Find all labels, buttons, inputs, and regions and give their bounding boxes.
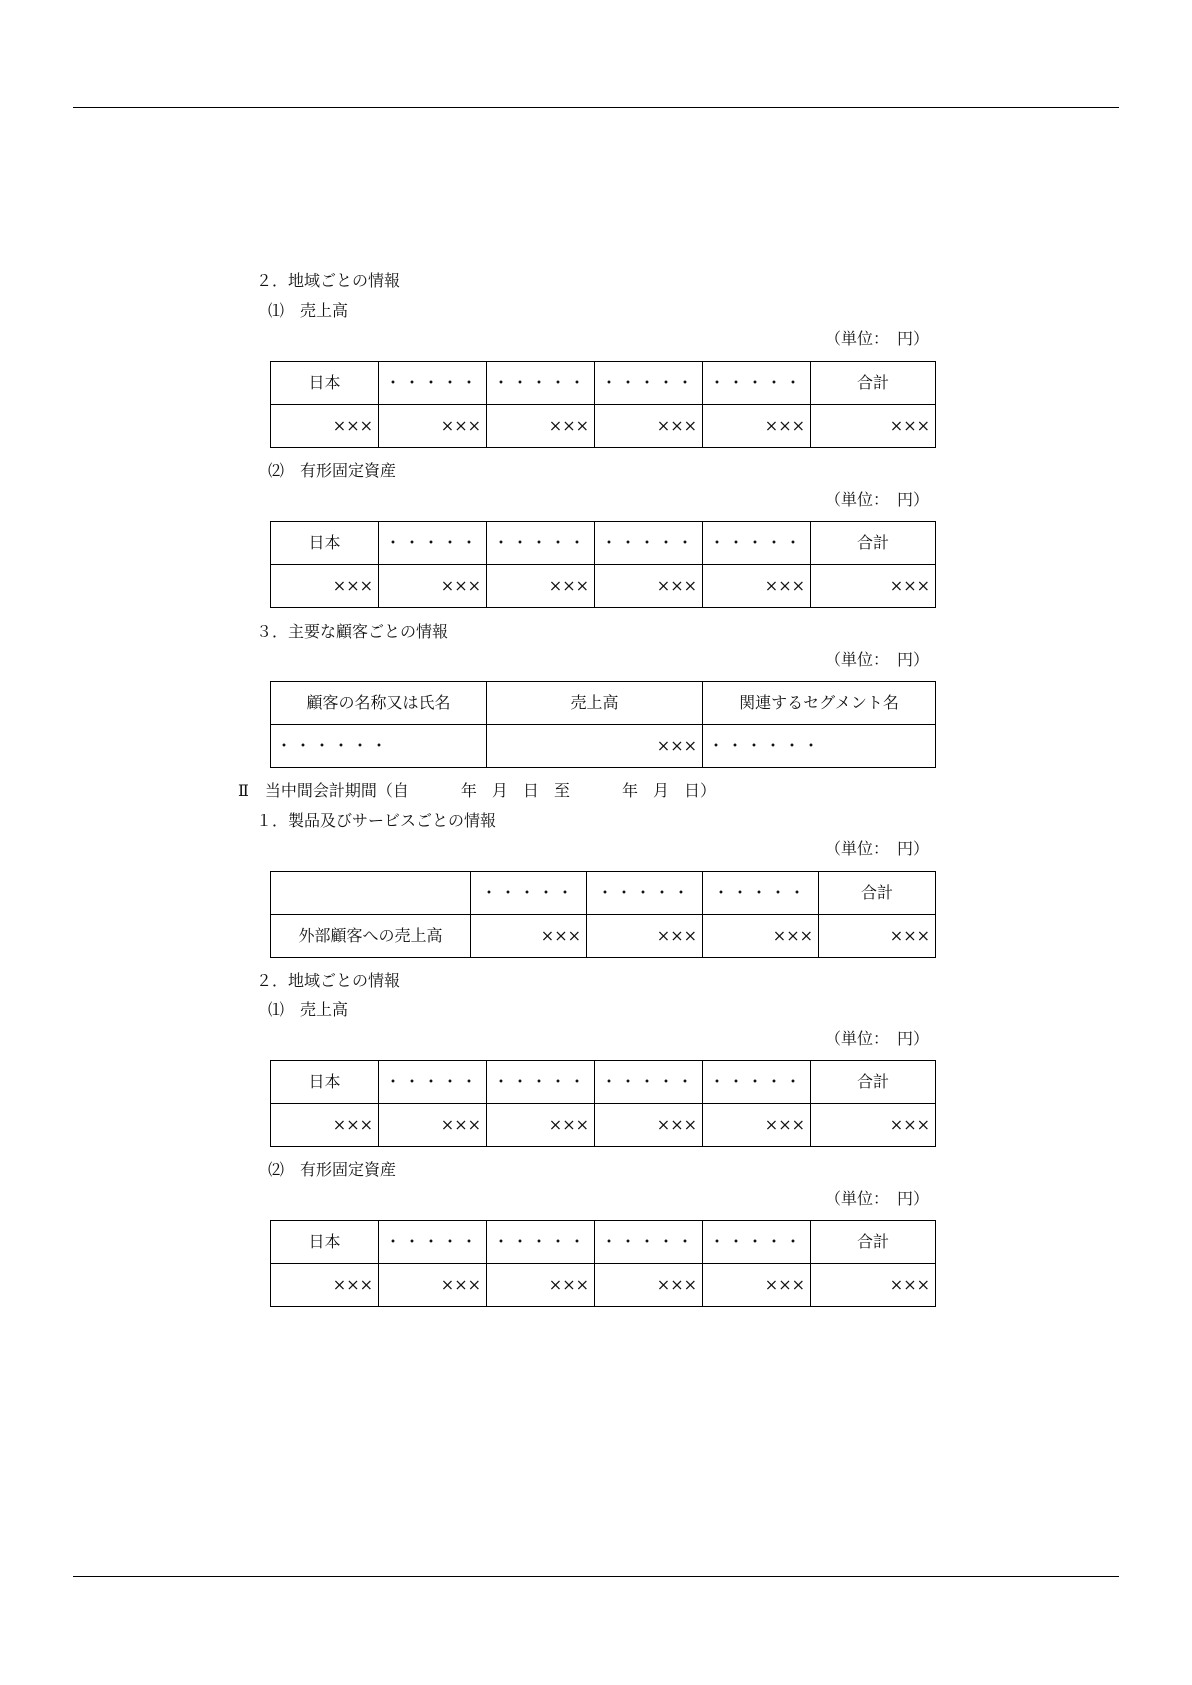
subheading-sales: ⑴ 売上高 bbox=[268, 301, 349, 320]
value-cell: ××× bbox=[595, 1104, 703, 1147]
value-cell: ××× bbox=[595, 565, 703, 608]
value-cell: ××× bbox=[587, 915, 703, 958]
value-cell: ××× bbox=[271, 565, 379, 608]
value-cell: ××× bbox=[487, 725, 703, 768]
subheading-tangible-assets: ⑵ 有形固定資産 bbox=[268, 1160, 397, 1179]
table-header-row bbox=[271, 682, 936, 725]
unit-label: （単位： 円） bbox=[825, 839, 930, 858]
value-cell: ・・・・・・ bbox=[271, 725, 487, 768]
unit-label: （単位： 円） bbox=[825, 650, 930, 669]
header-cell: ・・・・・ bbox=[703, 362, 811, 405]
header-cell: ・・・・・ bbox=[487, 362, 595, 405]
header-cell: 日本 bbox=[271, 362, 379, 405]
value-cell: ××× bbox=[703, 915, 819, 958]
unit-label: （単位： 円） bbox=[825, 1029, 930, 1048]
unit-label: （単位： 円） bbox=[825, 490, 930, 509]
table-row bbox=[271, 405, 936, 448]
header-cell: 日本 bbox=[271, 1061, 379, 1104]
header-cell: ・・・・・ bbox=[595, 1061, 703, 1104]
header-cell: ・・・・・ bbox=[595, 1221, 703, 1264]
period-month-to: 月 bbox=[652, 781, 669, 800]
heading-major-customers: ３．主要な顧客ごとの情報 bbox=[256, 622, 449, 641]
period-day-to: 日） bbox=[683, 781, 716, 800]
subheading-sales: ⑴ 売上高 bbox=[268, 1000, 349, 1019]
unit-label: （単位： 円） bbox=[825, 329, 930, 348]
value-cell: ××× bbox=[703, 405, 811, 448]
table-row bbox=[271, 565, 936, 608]
value-cell: ××× bbox=[703, 565, 811, 608]
header-cell: 関連するセグメント名 bbox=[703, 682, 936, 725]
header-cell: ・・・・・ bbox=[487, 1061, 595, 1104]
header-cell: ・・・・・ bbox=[471, 872, 587, 915]
value-cell: ××× bbox=[811, 565, 936, 608]
table-row bbox=[271, 915, 936, 958]
product-table bbox=[270, 871, 936, 958]
value-cell: ××× bbox=[487, 565, 595, 608]
region-assets-table-2 bbox=[270, 1220, 936, 1307]
value-cell: ××× bbox=[271, 1264, 379, 1307]
unit-label: （単位： 円） bbox=[825, 1189, 930, 1208]
footer-rule bbox=[73, 1576, 1119, 1577]
period-year-to: 年 bbox=[621, 781, 638, 800]
value-cell: ××× bbox=[595, 405, 703, 448]
value-cell: ××× bbox=[703, 1264, 811, 1307]
header-cell: 顧客の名称又は氏名 bbox=[271, 682, 487, 725]
header-cell: 合計 bbox=[811, 1061, 936, 1104]
table-header-row bbox=[271, 522, 936, 565]
value-cell: ××× bbox=[487, 405, 595, 448]
header-cell: 日本 bbox=[271, 1221, 379, 1264]
header-cell: ・・・・・ bbox=[595, 522, 703, 565]
heading-region-info: ２．地域ごとの情報 bbox=[256, 971, 401, 990]
table-header-row bbox=[271, 1061, 936, 1104]
value-cell: ××× bbox=[819, 915, 936, 958]
header-cell: ・・・・・ bbox=[587, 872, 703, 915]
period-month-from: 月 bbox=[491, 781, 508, 800]
value-cell: ××× bbox=[811, 1264, 936, 1307]
value-cell: ××× bbox=[271, 1104, 379, 1147]
value-cell: ××× bbox=[379, 1104, 487, 1147]
region-sales-table-2 bbox=[270, 1060, 936, 1147]
header-cell: ・・・・・ bbox=[487, 522, 595, 565]
period-day-from: 日 bbox=[522, 781, 539, 800]
header-cell: ・・・・・ bbox=[379, 1061, 487, 1104]
header-cell: ・・・・・ bbox=[703, 1221, 811, 1264]
value-cell: ××× bbox=[811, 1104, 936, 1147]
period-year-from: 年 bbox=[460, 781, 477, 800]
heading-region-info: ２．地域ごとの情報 bbox=[256, 271, 401, 290]
header-cell: 日本 bbox=[271, 522, 379, 565]
value-cell: ・・・・・・ bbox=[703, 725, 936, 768]
header-cell: 合計 bbox=[811, 522, 936, 565]
header-cell: 売上高 bbox=[487, 682, 703, 725]
header-cell: ・・・・・ bbox=[595, 362, 703, 405]
header-cell: ・・・・・ bbox=[487, 1221, 595, 1264]
value-cell: ××× bbox=[379, 405, 487, 448]
value-cell: ××× bbox=[379, 565, 487, 608]
value-cell: ××× bbox=[471, 915, 587, 958]
table-header-row bbox=[271, 362, 936, 405]
table-row bbox=[271, 725, 936, 768]
header-cell: ・・・・・ bbox=[379, 362, 487, 405]
value-cell: ××× bbox=[703, 1104, 811, 1147]
row-label-cell: 外部顧客への売上高 bbox=[271, 915, 471, 958]
header-cell: 合計 bbox=[811, 362, 936, 405]
value-cell: ××× bbox=[271, 405, 379, 448]
value-cell: ××× bbox=[487, 1104, 595, 1147]
subheading-tangible-assets: ⑵ 有形固定資産 bbox=[268, 461, 397, 480]
period-to: 至 bbox=[553, 781, 570, 800]
customer-table bbox=[270, 681, 936, 768]
interim-period-line bbox=[238, 781, 716, 801]
heading-products-services: １．製品及びサービスごとの情報 bbox=[256, 811, 497, 830]
region-sales-table bbox=[270, 361, 936, 448]
value-cell: ××× bbox=[379, 1264, 487, 1307]
table-header-row bbox=[271, 1221, 936, 1264]
header-cell: ・・・・・ bbox=[379, 522, 487, 565]
header-cell: ・・・・・ bbox=[379, 1221, 487, 1264]
header-cell: 合計 bbox=[819, 872, 936, 915]
region-assets-table bbox=[270, 521, 936, 608]
value-cell: ××× bbox=[811, 405, 936, 448]
period-label: Ⅱ 当中間会計期間（自 bbox=[238, 781, 409, 800]
header-cell bbox=[271, 872, 471, 915]
header-cell: ・・・・・ bbox=[703, 522, 811, 565]
table-header-row bbox=[271, 872, 936, 915]
value-cell: ××× bbox=[595, 1264, 703, 1307]
table-row bbox=[271, 1104, 936, 1147]
header-cell: ・・・・・ bbox=[703, 872, 819, 915]
header-cell: ・・・・・ bbox=[703, 1061, 811, 1104]
value-cell: ××× bbox=[487, 1264, 595, 1307]
header-cell: 合計 bbox=[811, 1221, 936, 1264]
table-row bbox=[271, 1264, 936, 1307]
